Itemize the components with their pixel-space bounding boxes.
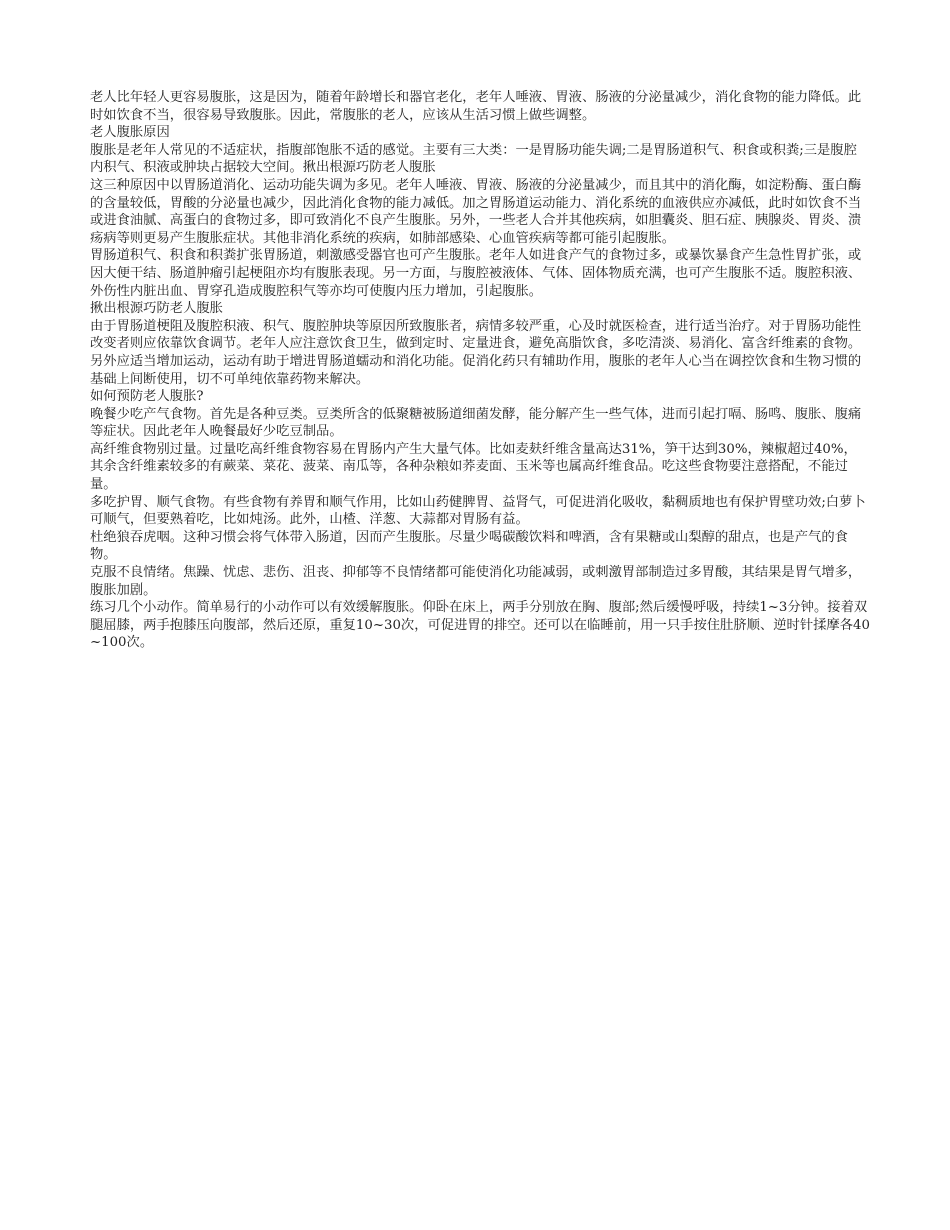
tip-paragraph-exercises: 练习几个小动作。简单易行的小动作可以有效缓解腹胀。仰卧在床上，两手分别放在胸、腹部;然后缓慢呼吸，持续1~3分钟。接着双腿屈膝，两手抱膝压向腹部，然后还原，重复10~30次，可促进胃的排空。还可以在临睡前，用一只手按住肚脐顺、逆时针揉摩各40~100次。 (90, 600, 870, 651)
paragraph-causes-gas: 胃肠道积气、积食和积粪扩张胃肠道，刺激感受器官也可产生腹胀。老年人如进食产气的食物过多，或暴饮暴食产生急性胃扩张，或因大便干结、肠道肿瘤引起梗阻亦均有腹胀表现。另一方面，与腹腔被液体、气体、固体物质充满，也可产生腹胀不适。腹腔积液、外伤性内脏出血、胃穿孔造成腹腔积气等亦均可使腹内压力增加，引起腹胀。 (90, 248, 862, 299)
tip-paragraph-fiber: 高纤维食物别过量。过量吃高纤维食物容易在胃肠内产生大量气体。比如麦麸纤维含量高达31%，笋干达到30%，辣椒超过40%，其余含纤维素较多的有蕨菜、菜花、菠菜、南瓜等，各种杂粮如荞麦面、玉米等也属高纤维食品。吃这些食物要注意搭配，不能过量。 (90, 441, 857, 493)
paragraph-prevention-root: 由于胃肠道梗阻及腹腔积液、积气、腹腔肿块等原因所致腹胀者，病情多较严重，心及时就医检查，进行适当治疗。对于胃肠功能性改变者则应依靠饮食调节。老年人应注意饮食卫生，做到定时、定量进食，避免高脂饮食，多吃清淡、易消化、富含纤维素的食物。另外应适当增加运动，运动有助于增进胃肠道蠕动和消化功能。促消化药只有辅助作用，腹胀的老年人心当在调控饮食和生物习惯的基础上间断使用，切不可单纯依靠药物来解决。 (90, 318, 862, 387)
paragraph-causes-digestion: 这三种原因中以胃肠道消化、运动功能失调为多见。老年人唾液、胃液、肠液的分泌量减少，而且其中的消化酶，如淀粉酶、蛋白酶的含量较低，胃酸的分泌量也减少，因此消化食物的能力减低。加之胃肠道运动能力、消化系统的血液供应亦减低，此时如饮食不当或进食油腻、高蛋白的食物过多，即可致消化不良产生腹胀。另外，一些老人合并其他疾病，如胆囊炎、胆石症、胰腺炎、胃炎、溃疡病等则更易产生腹胀症状。其他非消化系统的疾病，如肺部感染、心血管疾病等都可能引起腹胀。 (90, 177, 862, 246)
tip-paragraph-stomach-food: 多吃护胃、顺气食物。有些食物有养胃和顺气作用，比如山药健脾胃、益肾气，可促进消化吸收，黏稠质地也有保护胃壁功效;白萝卜可顺气，但要熟着吃，比如炖汤。此外，山楂、洋葱、大蒜都对胃肠有益。 (90, 494, 866, 528)
document-body (90, 89, 870, 652)
intro-paragraph: 老人比年轻人更容易腹胀，这是因为，随着年龄增长和器官老化，老年人唾液、胃液、肠液的分泌量减少，消化食物的能力降低。此时如饮食不当，很容易导致腹胀。因此，常腹胀的老人，应该从生活习惯上做些调整。 (90, 90, 862, 123)
tip-paragraph-emotions: 克服不良情绪。焦躁、忧虑、悲伤、沮丧、抑郁等不良情绪都可能使消化功能减弱，或刺激胃部制造过多胃酸，其结果是胃气增多，腹胀加剧。 (90, 565, 862, 598)
tip-paragraph-dinner: 晚餐少吃产气食物。首先是各种豆类。豆类所含的低聚糖被肠道细菌发酵，能分解产生一些气体，进而引起打嗝、肠鸣、腹胀、腹痛等症状。因此老年人晚餐最好少吃豆制品。 (90, 406, 862, 440)
section-heading-how-to-prevent: 如何预防老人腹胀? (90, 389, 204, 405)
paragraph-causes-overview: 腹胀是老年人常见的不适症状，指腹部饱胀不适的感觉。主要有三大类：一是胃肠功能失调;二是胃肠道积气、积食或积粪;三是腹腔内积气、积液或肿块占据较大空间。揪出根源巧防老人腹胀 (90, 142, 857, 176)
section-heading-prevention-root: 揪出根源巧防老人腹胀 (90, 301, 223, 317)
tip-paragraph-eating-speed: 杜绝狼吞虎咽。这种习惯会将气体带入肠道，因而产生腹胀。尽量少喝碳酸饮料和啤酒，含有果糖或山梨醇的甜点，也是产气的食物。 (90, 529, 848, 563)
section-heading-causes: 老人腹胀原因 (90, 125, 170, 141)
